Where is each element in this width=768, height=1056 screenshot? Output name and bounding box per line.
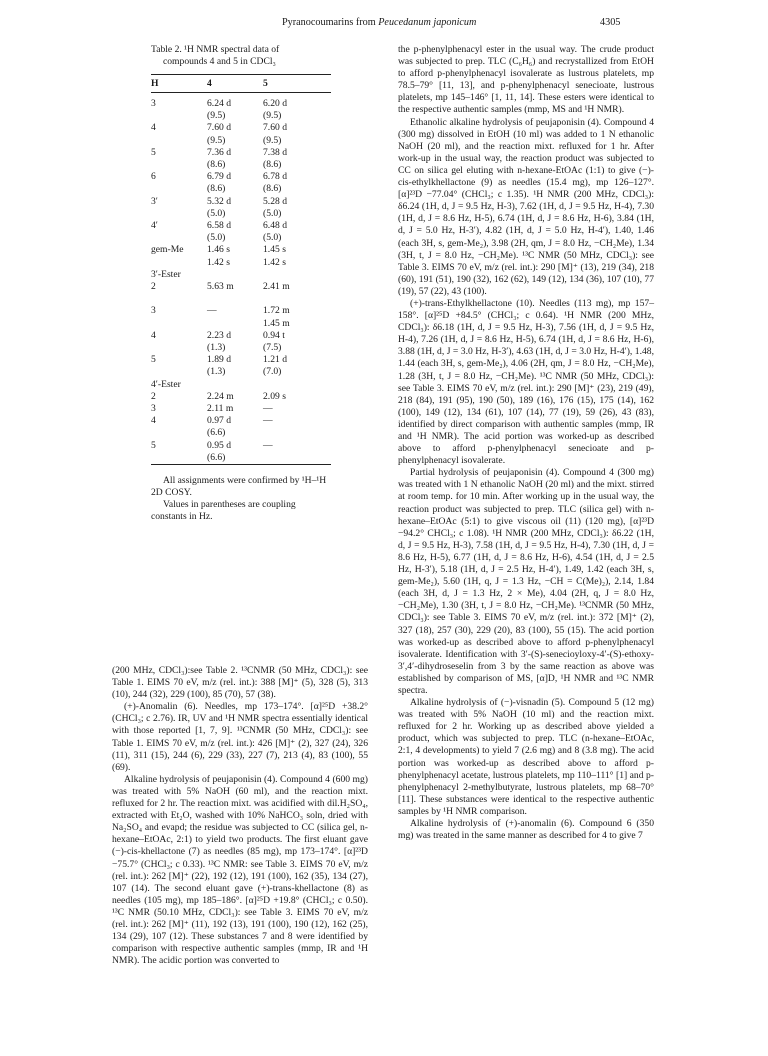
paragraph: Alkaline hydrolysis of peujaponisin (4). Compound 4 (600 mg) was treated with 5% NaOH (60 ml), and the reaction mixt. refluxed for 2 hr. The reaction mixt. was acidified with dil.H₂SO₄, extracted with Et₂O, washed with 10% NaHCO₃ soln, dried with Na₂SO₄ and evapd; the residue was subjected to CC (silica gel, n-hexane–EtOAc, 2:1) to yield two products. The first eluant gave (−)-cis-khellactone (7) as needles (85 mg), mp 173–174°. [α]²³D −75.7° (CHCl₃; c 0.33). ¹³C NMR: see Table 3. EIMS 70 eV, m/z (rel. int.): 262 [M]⁺ (22), 192 (12), 191 (100), 162 (35), 134 (27), 107 (14). The second eluant gave (+)-trans-khellactone (8) as needles (105 mg), mp 185–186°. [α]²⁵D +19.8° (CHCl₃; c 0.50). ¹³C NMR (50.10 MHz, CDCl₃): see Table 3. EIMS 70 eV, m/z (rel. int.): 262 [M]⁺ (11), 192 (13), 191 (100), 190 (12), 162 (25), 134 (29), 107 (12). These substances 7 and 8 were identified by comparison with respective authentic samples (mmp, IR and ¹H NMR). The acidic portion was converted to xyxy=(112,773,368,967)
table-cell: 1.46 s xyxy=(207,244,230,256)
table-row xyxy=(151,440,331,452)
paragraph: (+)-trans-Ethylkhellactone (10). Needles (113 mg), mp 157–158°. [α]²⁵D +84.5° (CHCl₃; c 0.64). ¹H NMR (200 MHz, CDCl₃): δ6.18 (1H, d, J = 9.5 Hz, H-3), 7.56 (1H, d, J = 9.5 Hz, H-4), 7.26 (1H, d, J = 8.6 Hz, H-5), 6.74 (1H, d, J = 8.6 Hz, H-6), 3.88 (1H, d, J = 3.0 Hz, H-3′), 4.63 (1H, d, J = 3.0 Hz, H-4′), 1.48, 1.44 (each 3H, s, gem-Me₂), 4.06 (2H, qm, J = 8.0 Hz, −CH₂Me), 1.28 (3H, t, J = 8.0 Hz, −CH₂Me). ¹³C NMR (50 MHz, CDCl₃): see Table 3. EIMS 70 eV, m/z (rel. int.): 290 [M]⁺ (23), 219 (49), 218 (84), 191 (95), 190 (50), 189 (16), 176 (15), 175 (14), 162 (100), 149 (12), 134 (61), 107 (14), 77 (19), 59 (26), 43 (83), identified by direct comparison with authentic samples (mmp, IR and ¹H NMR). The acid portion was worked-up as described above to afford p-phenylphenacyl senecioate and p-phenylphenacyl isovalerate. xyxy=(398,297,654,467)
table-cell: (5.0) xyxy=(263,207,282,219)
table-cell: 5 xyxy=(151,146,156,158)
table-row xyxy=(151,232,331,244)
table-row xyxy=(151,244,331,256)
table-cell: 1.72 m xyxy=(263,305,290,317)
table-cell: 2.24 m xyxy=(207,390,234,402)
table-cell: 7.38 d xyxy=(263,146,287,158)
table-cell: 6.78 d xyxy=(263,171,287,183)
table-cell: 4′-Ester xyxy=(151,378,181,390)
table-cell: (5.0) xyxy=(207,207,226,219)
table-cell: 7.60 d xyxy=(263,122,287,134)
table-cell: 2.09 s xyxy=(263,390,286,402)
table-cell xyxy=(263,293,331,305)
column-header: 5 xyxy=(263,78,268,89)
table-cell: (6.6) xyxy=(207,451,226,463)
table-cell: 2.41 m xyxy=(263,281,290,293)
table-cell: — xyxy=(207,305,217,317)
table-cell: (5.0) xyxy=(207,232,226,244)
table-row xyxy=(151,391,331,403)
table-cell: 7.36 d xyxy=(207,146,231,158)
table-note: Values in parentheses are coupling constants in Hz. xyxy=(151,499,296,523)
table-cell xyxy=(151,452,207,465)
left-column-text xyxy=(112,665,368,967)
table-cell: 1.45 s xyxy=(263,244,286,256)
table-cell: gem-Me xyxy=(151,244,184,256)
right-column-text xyxy=(398,44,654,842)
table-row xyxy=(151,427,331,439)
table-cell: (6.6) xyxy=(207,427,226,439)
column-header: H xyxy=(151,78,159,89)
paragraph: (200 MHz, CDCl₃):see Table 2. ¹³CNMR (50 MHz, CDCl₃): see Table 1. EIMS 70 eV, m/z (rel. int.): 388 [M]⁺ (5), 328 (5), 313 (10), 244 (32), 229 (100), 85 (70), 57 (38). xyxy=(112,665,368,701)
table-cell: (1.3) xyxy=(207,342,226,354)
table-cell: (8.6) xyxy=(263,183,282,195)
table-cell xyxy=(151,183,207,195)
table-cell: 3 xyxy=(151,305,156,317)
table-cell: 1.45 m xyxy=(263,317,290,329)
table-row xyxy=(151,208,331,220)
table-cell: (8.6) xyxy=(207,159,226,171)
table-row xyxy=(151,318,331,330)
table-row xyxy=(151,269,331,281)
table-row xyxy=(151,379,331,391)
table-row xyxy=(151,220,331,232)
table-cell: 6.58 d xyxy=(207,220,231,232)
table-cell xyxy=(263,269,331,281)
paragraph: Alkaline hydrolysis of (−)-visnadin (5). Compound 5 (12 mg) was treated with 5% NaOH (10 ml) and the reaction mixt. refluxed for 2 hr. Working up as described above yielded a product, which was subjected to prep. TLC (n-hexane–EtOAc, 2:1, 4 developments) to yield 7 (2.6 mg) and 8 (3.8 mg). The acid portion was worked-up as described above to afford p-phenylphenacyl acetate, lustrous platelets, mp 110–111° [1] and p-phenylphenacyl 2-methylbutyrate, lustrous platelets, mp 68–70° [11]. These substances were identical to the respective authentic samples by ¹H NMR comparison. xyxy=(398,697,654,817)
table-cell xyxy=(151,342,207,354)
running-header xyxy=(0,17,768,33)
table-row xyxy=(151,122,331,134)
table-row xyxy=(151,305,331,317)
table-row xyxy=(151,196,331,208)
table-cell xyxy=(151,257,207,269)
table-cell xyxy=(207,293,263,305)
table-body xyxy=(151,93,331,465)
nmr-table xyxy=(151,44,331,523)
table-cell: (5.0) xyxy=(263,232,282,244)
table-cell xyxy=(151,366,207,378)
table-cell: 1.89 d xyxy=(207,354,231,366)
table-cell: (8.6) xyxy=(207,183,226,195)
table-cell: 0.95 d xyxy=(207,439,231,451)
table-cell: 2 xyxy=(151,390,156,402)
table-cell xyxy=(207,269,263,281)
table-row xyxy=(151,452,331,465)
table-row xyxy=(151,257,331,269)
table-cell: 4 xyxy=(151,122,156,134)
table-cell: 6 xyxy=(151,171,156,183)
table-cell: — xyxy=(263,439,273,451)
table-cell: 4 xyxy=(151,415,156,427)
table-row xyxy=(151,366,331,378)
table-cell xyxy=(151,318,207,330)
column-header: 4 xyxy=(207,78,212,89)
table-row xyxy=(151,159,331,171)
table-cell: — xyxy=(263,403,273,415)
table-header-row xyxy=(151,75,331,93)
table-row xyxy=(151,135,331,147)
table-cell: 6.20 d xyxy=(263,98,287,109)
table-row xyxy=(151,110,331,122)
table-cell: 5.32 d xyxy=(207,195,231,207)
table-cell: 2 xyxy=(151,281,156,293)
table-cell: 0.94 t xyxy=(263,329,285,341)
table-cell: 6.24 d xyxy=(207,98,231,109)
table-cell: 2.11 m xyxy=(207,403,234,415)
table-cell: 5 xyxy=(151,354,156,366)
running-title: Pyranocoumarins from Peucedanum japonicum xyxy=(282,17,477,28)
table-cell xyxy=(151,427,207,439)
table-note: All assignments were confirmed by ¹H–¹H 2D COSY. xyxy=(151,475,327,499)
table-row xyxy=(151,403,331,415)
table-cell: 5 xyxy=(151,439,156,451)
paragraph: Alkaline hydrolysis of (+)-anomalin (6). Compound 6 (350 mg) was treated in the same manner as described for 4 to give 7 xyxy=(398,818,654,842)
table-cell: (7.0) xyxy=(263,366,282,378)
table-cell: 3 xyxy=(151,98,156,109)
table-cell xyxy=(151,293,207,305)
table-cell: 6.79 d xyxy=(207,171,231,183)
table-cell xyxy=(151,159,207,171)
table-caption: Table 2. ¹H NMR spectral data of compounds 4 and 5 in CDCl₃ xyxy=(151,44,280,67)
table-cell: 2.23 d xyxy=(207,329,231,341)
table-cell: (9.5) xyxy=(263,110,282,122)
table-cell: 4 xyxy=(151,329,156,341)
table-cell xyxy=(151,135,207,147)
paragraph: (+)-Anomalin (6). Needles, mp 173–174°. [α]²⁵D +38.2° (CHCl₃; c 2.76). IR, UV and ¹H NMR spectra essentially identical with those reported [1, 7, 9]. ¹³CNMR (50 MHz, CDCl₃): see Table 1. EIMS 70 eV, m/z (rel. int.): 426 [M]⁺ (2), 327 (24), 326 (11), 311 (15), 244 (6), 229 (33), 227 (7), 213 (4), 83 (100), 55 (69). xyxy=(112,701,368,773)
table-cell: 6.48 d xyxy=(263,220,287,232)
table-row xyxy=(151,171,331,183)
table-cell: (9.5) xyxy=(207,110,226,122)
table-cell: 5.28 d xyxy=(263,195,287,207)
page-number: 4305 xyxy=(600,17,621,28)
table-cell xyxy=(263,452,331,465)
table-cell: (9.5) xyxy=(263,134,282,146)
table-cell: 1.42 s xyxy=(207,256,230,268)
table-cell: (1.3) xyxy=(207,366,226,378)
table-cell: 3 xyxy=(151,403,156,415)
table-cell: 3′ xyxy=(151,195,158,207)
table-cell: (7.5) xyxy=(263,342,282,354)
table-row xyxy=(151,415,331,427)
table-row xyxy=(151,293,331,305)
table-cell: 5.63 m xyxy=(207,281,234,293)
table-cell xyxy=(207,318,263,330)
table-cell: (8.6) xyxy=(263,159,282,171)
table-cell: (9.5) xyxy=(207,134,226,146)
table-cell: — xyxy=(263,415,273,427)
table-row xyxy=(151,354,331,366)
table-cell: 7.60 d xyxy=(207,122,231,134)
paragraph: Partial hydrolysis of peujaponisin (4). Compound 4 (300 mg) was treated with 1 N ethanolic NaOH (20 ml) and the mixt. stirred at room temp. for 10 min. After working up in the usual way, the reaction product was subjected to prep. TLC (silica gel) with n-hexane–EtOAc (5:1) to give viscous oil (11) (120 mg), [α]²³D −94.2° CHCl₃; c 1.08). ¹H NMR (200 MHz, CDCl₃): δ6.22 (1H, d, J = 9.5 Hz, H-3), 7.58 (1H, d, J = 9.5 Hz, H-4), 7.30 (1H, d, J = 8.6 Hz, H-5), 6.77 (1H, d, J = 8.6 Hz, H-6), 4.54 (1H, d, J = 2.5 Hz, H-3′), 5.18 (1H, d, J = 2.5 Hz, H-4′), 1.49, 1.42 (each 3H, s, gem-Me₂), 5.60 (1H, q, J = 1.3 Hz, −CH = C(Me)₂), 2.14, 1.84 (each 3H, d, J = 1.3 Hz, 2 × Me), 4.04 (2H, q, J = 8.0 Hz, −CH₂Me), 1.30 (3H, t, J = 8.0 Hz, −CH₂Me). ¹³CNMR (50 MHz, CDCl₃): see Table 3. EIMS 70 eV, m/z (rel. int.): 372 [M]⁺ (2), 327 (18), 257 (30), 229 (20), 83 (100), 55 (15). The acid portion was worked-up as described above to afford p-phenylphenacyl isovalerate. Identification with 3′-(S)-senecioyloxy-4′-(S)-ethoxy-3′,4′-dihydroseselin from 3 by the same reaction as above was established by comparison of MS, [α]D, ¹H NMR and ¹³C NMR spectra. xyxy=(398,467,654,696)
table-cell: 4′ xyxy=(151,220,158,232)
table-row xyxy=(151,342,331,354)
table-row xyxy=(151,93,331,111)
table-cell xyxy=(207,379,263,391)
table-cell: 0.97 d xyxy=(207,415,231,427)
table-cell xyxy=(151,232,207,244)
table-row xyxy=(151,330,331,342)
table-row xyxy=(151,281,331,293)
table-cell xyxy=(151,110,207,122)
table-cell: 1.42 s xyxy=(263,256,286,268)
table-cell xyxy=(151,208,207,220)
table-notes xyxy=(151,475,331,523)
paragraph: the p-phenylphenacyl ester in the usual way. The crude product was subjected to prep. TLC (C₆H₆) and recrystallized from EtOH to afford p-phenylphenacyl isovalerate as lustrous platelets, mp 78.5–79° [11, 13], and p-phenylphenacyl senecioate, lustrous platelets, mp 145–146° [1, 11, 14]. These esters were identical to the respective authentic samples (mmp, MS and ¹H NMR). xyxy=(398,44,654,116)
table-cell: 3′-Ester xyxy=(151,268,181,280)
table-cell: 1.21 d xyxy=(263,354,287,366)
paragraph: Ethanolic alkaline hydrolysis of peujaponisin (4). Compound 4 (300 mg) dissolved in EtOH (10 ml) was added to 1 N ethanolic NaOH (20 ml), and the reaction mixt. refluxed for 1 hr. After work-up in the usual way, the reaction product was subjected to CC on silica gel eluting with n-hexane-EtOAc (1:1) to give (−)-cis-ethylkhellactone (9) as needles (15.4 mg), mp 126–127°. [α]²³D −77.04° (CHCl₃; c 1.35). ¹H NMR (200 MHz, CDCl₃): δ6.24 (1H, d, J = 9.5 Hz, H-3), 7.62 (1H, d, J = 9.5 Hz, H-4), 7.30 (1H, d, J = 8.6 Hz, H-5), 6.74 (1H, d, J = 8.6 Hz, H-6), 3.84 (1H, d, J = 5.0 Hz, H-3′), 4.82 (1H, d, J = 5.0 Hz, H-4′), 1.40, 1.46 (each 3H, s, gem-Me₂), 3.98 (2H, qm, J = 8.0 Hz, −CH₂Me), 1.34 (3H, t, J = 8.0 Hz, −CH₂Me). ¹³C NMR (50 MHz, CDCl₃): see Table 3. EIMS 70 eV, m/z (rel. int.): 290 [M]⁺ (13), 219 (34), 218 (60), 191 (51), 190 (32), 162 (62), 149 (12), 134 (36), 107 (10), 77 (19), 57 (22), 43 (100). xyxy=(398,116,654,297)
table-row xyxy=(151,183,331,195)
table-row xyxy=(151,147,331,159)
table-cell xyxy=(263,379,331,391)
table-cell xyxy=(263,427,331,439)
